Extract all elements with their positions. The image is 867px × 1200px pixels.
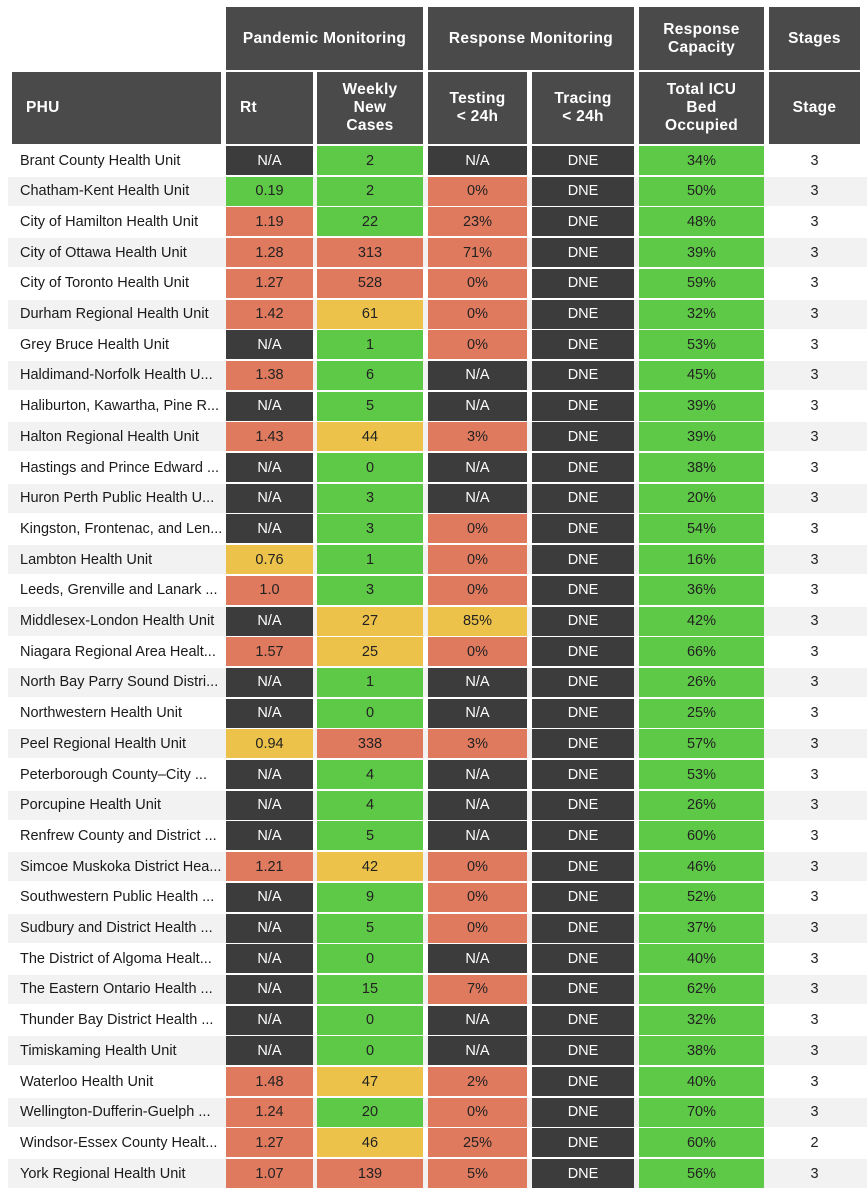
column-header-tracing: Tracing < 24h [532, 72, 634, 144]
weekly-cases-cell: 15 [317, 975, 423, 1004]
stage-cell: 3 [810, 613, 819, 629]
rt-cell: 1.28 [226, 238, 313, 267]
weekly-cases-cell: 0 [317, 1036, 423, 1065]
icu-occupied-cell: 60% [639, 821, 764, 850]
tracing-cell: DNE [532, 422, 634, 451]
icu-occupied-cell: 16% [639, 545, 764, 574]
testing-cell: 3% [428, 422, 527, 451]
tracing-cell: DNE [532, 699, 634, 728]
testing-cell: 5% [428, 1159, 527, 1188]
tracing-cell: DNE [532, 1036, 634, 1065]
rt-cell: N/A [226, 760, 313, 789]
weekly-cases-cell: 6 [317, 361, 423, 390]
icu-occupied-cell: 38% [639, 453, 764, 482]
icu-occupied-cell: 52% [639, 883, 764, 912]
testing-cell: 7% [428, 975, 527, 1004]
stage-cell: 3 [810, 183, 819, 200]
tracing-cell: DNE [532, 760, 634, 789]
table-row [8, 944, 867, 973]
table-row [8, 1036, 867, 1065]
table-row [8, 914, 867, 943]
testing-cell: 0% [428, 545, 527, 574]
weekly-cases-cell: 528 [317, 269, 423, 298]
table-row [8, 392, 867, 421]
weekly-cases-cell: 4 [317, 791, 423, 820]
rt-cell: N/A [226, 1006, 313, 1035]
stage-cell: 3 [810, 705, 819, 722]
header-pandemic-monitoring: Pandemic Monitoring [226, 7, 423, 70]
stage-cell: 3 [810, 674, 819, 691]
table-row [8, 238, 867, 267]
tracing-cell: DNE [532, 791, 634, 820]
rt-cell: 1.24 [226, 1098, 313, 1127]
stage-cell: 3 [810, 1104, 819, 1121]
stage-cell: 3 [810, 459, 819, 476]
icu-occupied-cell: 46% [639, 852, 764, 881]
icu-occupied-cell: 45% [639, 361, 764, 390]
tracing-cell: DNE [532, 361, 634, 390]
weekly-cases-cell: 9 [317, 883, 423, 912]
weekly-cases-cell: 0 [317, 453, 423, 482]
stage-cell: 2 [810, 1134, 819, 1151]
testing-cell: N/A [428, 1036, 527, 1065]
table-row [8, 207, 867, 236]
icu-occupied-cell: 56% [639, 1159, 764, 1188]
phu-name-cell: Durham Regional Health Unit [20, 306, 209, 322]
tracing-cell: DNE [532, 1067, 634, 1096]
tracing-cell: DNE [532, 207, 634, 236]
rt-cell: 1.27 [226, 269, 313, 298]
rt-cell: N/A [226, 944, 313, 973]
rt-cell: 1.48 [226, 1067, 313, 1096]
tracing-cell: DNE [532, 177, 634, 206]
stage-cell: 3 [810, 889, 819, 906]
table-row [8, 1159, 867, 1188]
rt-cell: N/A [226, 607, 313, 636]
phu-name-cell: Middlesex-London Health Unit [20, 613, 215, 629]
header-response-monitoring: Response Monitoring [428, 7, 634, 70]
table-row [8, 607, 867, 636]
table-row [8, 821, 867, 850]
weekly-cases-cell: 1 [317, 545, 423, 574]
testing-cell: 0% [428, 914, 527, 943]
rt-cell: 1.27 [226, 1128, 313, 1157]
icu-occupied-cell: 38% [639, 1036, 764, 1065]
weekly-cases-cell: 1 [317, 330, 423, 359]
tracing-cell: DNE [532, 852, 634, 881]
tracing-cell: DNE [532, 453, 634, 482]
rt-cell: 1.42 [226, 300, 313, 329]
icu-occupied-cell: 57% [639, 729, 764, 758]
testing-cell: N/A [428, 760, 527, 789]
phu-name-cell: City of Toronto Health Unit [20, 275, 189, 292]
table-row [8, 668, 867, 697]
icu-occupied-cell: 59% [639, 269, 764, 298]
table-row [8, 545, 867, 574]
tracing-cell: DNE [532, 146, 634, 175]
tracing-cell: DNE [532, 545, 634, 574]
tracing-cell: DNE [532, 668, 634, 697]
icu-occupied-cell: 40% [639, 1067, 764, 1096]
icu-occupied-cell: 39% [639, 238, 764, 267]
weekly-cases-cell: 0 [317, 1006, 423, 1035]
phu-name-cell: Halton Regional Health Unit [20, 428, 199, 445]
weekly-cases-cell: 1 [317, 668, 423, 697]
rt-cell: 1.43 [226, 422, 313, 451]
weekly-cases-cell: 139 [317, 1159, 423, 1188]
weekly-cases-cell: 22 [317, 207, 423, 236]
table-row [8, 361, 867, 390]
table-row [8, 883, 867, 912]
stage-cell: 3 [810, 520, 819, 537]
table-row [8, 1006, 867, 1035]
icu-occupied-cell: 36% [639, 576, 764, 605]
column-header-testing: Testing < 24h [428, 72, 527, 144]
phu-name-cell: Sudbury and District Health ... [20, 920, 213, 936]
tracing-cell: DNE [532, 944, 634, 973]
phu-name-cell: Peterborough County–City ... [20, 766, 207, 783]
rt-cell: 1.0 [226, 576, 313, 605]
column-header-weekly-new-cases: Weekly New Cases [317, 72, 423, 144]
rt-cell: N/A [226, 883, 313, 912]
testing-cell: N/A [428, 944, 527, 973]
column-header-stage: Stage [769, 72, 860, 144]
stage-cell: 3 [810, 398, 819, 415]
icu-occupied-cell: 50% [639, 177, 764, 206]
table-row [8, 177, 867, 206]
icu-occupied-cell: 48% [639, 207, 764, 236]
phu-name-cell: Wellington-Dufferin-Guelph ... [20, 1104, 211, 1121]
rt-cell: 0.19 [226, 177, 313, 206]
stage-cell: 3 [810, 1165, 819, 1182]
tracing-cell: DNE [532, 975, 634, 1004]
stage-cell: 3 [810, 1042, 819, 1059]
testing-cell: N/A [428, 1006, 527, 1035]
testing-cell: 2% [428, 1067, 527, 1096]
rt-cell: N/A [226, 453, 313, 482]
rt-cell: N/A [226, 914, 313, 943]
phu-name-cell: Peel Regional Health Unit [20, 735, 187, 752]
testing-cell: 0% [428, 514, 527, 543]
stage-cell: 3 [810, 306, 819, 322]
phu-name-cell: Leeds, Grenville and Lanark ... [20, 582, 218, 599]
header-stages: Stages [769, 7, 860, 70]
weekly-cases-cell: 3 [317, 484, 423, 513]
tracing-cell: DNE [532, 484, 634, 513]
testing-cell: N/A [428, 361, 527, 390]
table-row [8, 852, 867, 881]
table-row [8, 269, 867, 298]
tracing-cell: DNE [532, 883, 634, 912]
stage-cell: 3 [810, 244, 819, 261]
icu-occupied-cell: 40% [639, 944, 764, 973]
rt-cell: 0.94 [226, 729, 313, 758]
icu-occupied-cell: 53% [639, 760, 764, 789]
header-response-capacity: Response Capacity [639, 7, 764, 70]
stage-cell: 3 [810, 213, 819, 230]
rt-cell: N/A [226, 330, 313, 359]
phu-name-cell: Windsor-Essex County Healt... [20, 1134, 218, 1151]
column-header-phu: PHU [12, 72, 221, 144]
icu-occupied-cell: 66% [639, 637, 764, 666]
testing-cell: 3% [428, 729, 527, 758]
table-row [8, 453, 867, 482]
weekly-cases-cell: 5 [317, 392, 423, 421]
rt-cell: 1.21 [226, 852, 313, 881]
icu-occupied-cell: 26% [639, 668, 764, 697]
table-row [8, 699, 867, 728]
phu-name-cell: York Regional Health Unit [20, 1165, 186, 1182]
stage-cell: 3 [810, 428, 819, 445]
testing-cell: 0% [428, 637, 527, 666]
weekly-cases-cell: 4 [317, 760, 423, 789]
weekly-cases-cell: 20 [317, 1098, 423, 1127]
phu-name-cell: The Eastern Ontario Health ... [20, 981, 213, 998]
rt-cell: 1.38 [226, 361, 313, 390]
stage-cell: 3 [810, 981, 819, 998]
icu-occupied-cell: 32% [639, 300, 764, 329]
phu-name-cell: Niagara Regional Area Healt... [20, 643, 216, 660]
testing-cell: 25% [428, 1128, 527, 1157]
weekly-cases-cell: 5 [317, 914, 423, 943]
column-header-rt: Rt [226, 72, 313, 144]
tracing-cell: DNE [532, 914, 634, 943]
testing-cell: N/A [428, 146, 527, 175]
stage-cell: 3 [810, 950, 819, 967]
phu-name-cell: Brant County Health Unit [20, 152, 181, 169]
rt-cell: N/A [226, 821, 313, 850]
weekly-cases-cell: 338 [317, 729, 423, 758]
tracing-cell: DNE [532, 300, 634, 329]
tracing-cell: DNE [532, 821, 634, 850]
weekly-cases-cell: 25 [317, 637, 423, 666]
rt-cell: 1.57 [226, 637, 313, 666]
phu-name-cell: Lambton Health Unit [20, 551, 153, 568]
weekly-cases-cell: 47 [317, 1067, 423, 1096]
tracing-cell: DNE [532, 637, 634, 666]
table-row [8, 514, 867, 543]
tracing-cell: DNE [532, 607, 634, 636]
rt-cell: N/A [226, 146, 313, 175]
tracing-cell: DNE [532, 729, 634, 758]
icu-occupied-cell: 25% [639, 699, 764, 728]
stage-cell: 3 [810, 643, 819, 660]
table-row [8, 484, 867, 513]
table-row [8, 637, 867, 666]
icu-occupied-cell: 42% [639, 607, 764, 636]
rt-cell: N/A [226, 668, 313, 697]
phu-name-cell: Huron Perth Public Health U... [20, 490, 215, 507]
testing-cell: N/A [428, 392, 527, 421]
testing-cell: 0% [428, 1098, 527, 1127]
stage-cell: 3 [810, 336, 819, 353]
table-row [8, 729, 867, 758]
rt-cell: 0.76 [226, 545, 313, 574]
column-header-icu-occupied: Total ICU Bed Occupied [639, 72, 764, 144]
phu-name-cell: Southwestern Public Health ... [20, 889, 215, 906]
rt-cell: 1.07 [226, 1159, 313, 1188]
phu-name-cell: North Bay Parry Sound Distri... [20, 674, 219, 691]
phu-name-cell: Porcupine Health Unit [20, 797, 162, 814]
phu-name-cell: Simcoe Muskoka District Hea... [20, 858, 222, 875]
tracing-cell: DNE [532, 1098, 634, 1127]
icu-occupied-cell: 32% [639, 1006, 764, 1035]
tracing-cell: DNE [532, 1006, 634, 1035]
testing-cell: 0% [428, 300, 527, 329]
phu-name-cell: Thunder Bay District Health ... [20, 1012, 214, 1029]
testing-cell: N/A [428, 453, 527, 482]
weekly-cases-cell: 3 [317, 514, 423, 543]
weekly-cases-cell: 2 [317, 146, 423, 175]
stage-cell: 3 [810, 766, 819, 783]
testing-cell: 71% [428, 238, 527, 267]
tracing-cell: DNE [532, 1128, 634, 1157]
weekly-cases-cell: 0 [317, 944, 423, 973]
weekly-cases-cell: 44 [317, 422, 423, 451]
stage-cell: 3 [810, 275, 819, 292]
rt-cell: N/A [226, 392, 313, 421]
testing-cell: 0% [428, 883, 527, 912]
weekly-cases-cell: 27 [317, 607, 423, 636]
weekly-cases-cell: 2 [317, 177, 423, 206]
stage-cell: 3 [810, 858, 819, 875]
phu-name-cell: The District of Algoma Healt... [20, 950, 212, 967]
table-row [8, 975, 867, 1004]
phu-name-cell: Renfrew County and District ... [20, 827, 217, 844]
weekly-cases-cell: 42 [317, 852, 423, 881]
tracing-cell: DNE [532, 269, 634, 298]
weekly-cases-cell: 0 [317, 699, 423, 728]
table-row [8, 1098, 867, 1127]
rt-cell: N/A [226, 975, 313, 1004]
rt-cell: N/A [226, 1036, 313, 1065]
table-row [8, 1067, 867, 1096]
phu-name-cell: Waterloo Health Unit [20, 1073, 154, 1090]
table-row [8, 576, 867, 605]
stage-cell: 3 [810, 735, 819, 752]
stage-cell: 3 [810, 797, 819, 814]
table-row [8, 146, 867, 175]
table-row [8, 330, 867, 359]
weekly-cases-cell: 61 [317, 300, 423, 329]
rt-cell: N/A [226, 514, 313, 543]
stage-cell: 3 [810, 827, 819, 844]
phu-name-cell: Northwestern Health Unit [20, 705, 182, 722]
testing-cell: 0% [428, 177, 527, 206]
stage-cell: 3 [810, 1073, 819, 1090]
testing-cell: 85% [428, 607, 527, 636]
phu-name-cell: City of Ottawa Health Unit [20, 244, 187, 261]
tracing-cell: DNE [532, 330, 634, 359]
testing-cell: 0% [428, 852, 527, 881]
tracing-cell: DNE [532, 1159, 634, 1188]
testing-cell: N/A [428, 699, 527, 728]
icu-occupied-cell: 62% [639, 975, 764, 1004]
table-row [8, 791, 867, 820]
icu-occupied-cell: 37% [639, 914, 764, 943]
stage-cell: 3 [810, 490, 819, 507]
rt-cell: N/A [226, 791, 313, 820]
icu-occupied-cell: 60% [639, 1128, 764, 1157]
table-row [8, 300, 867, 329]
table-row [8, 422, 867, 451]
stage-cell: 3 [810, 152, 819, 169]
testing-cell: 23% [428, 207, 527, 236]
phu-name-cell: Chatham-Kent Health Unit [20, 183, 190, 200]
stage-cell: 3 [810, 1012, 819, 1029]
testing-cell: N/A [428, 484, 527, 513]
icu-occupied-cell: 26% [639, 791, 764, 820]
icu-occupied-cell: 54% [639, 514, 764, 543]
phu-name-cell: Grey Bruce Health Unit [20, 336, 170, 353]
phu-name-cell: Hastings and Prince Edward ... [20, 459, 220, 476]
weekly-cases-cell: 5 [317, 821, 423, 850]
rt-cell: N/A [226, 699, 313, 728]
stage-cell: 3 [810, 551, 819, 568]
phu-name-cell: City of Hamilton Health Unit [20, 213, 199, 230]
icu-occupied-cell: 53% [639, 330, 764, 359]
testing-cell: 0% [428, 576, 527, 605]
phu-name-cell: Kingston, Frontenac, and Len... [20, 520, 223, 537]
rt-cell: 1.19 [226, 207, 313, 236]
icu-occupied-cell: 34% [639, 146, 764, 175]
icu-occupied-cell: 39% [639, 422, 764, 451]
phu-name-cell: Haliburton, Kawartha, Pine R... [20, 398, 220, 415]
weekly-cases-cell: 313 [317, 238, 423, 267]
phu-name-cell: Haldimand-Norfolk Health U... [20, 367, 213, 384]
rt-cell: N/A [226, 484, 313, 513]
tracing-cell: DNE [532, 514, 634, 543]
table-row [8, 1128, 867, 1157]
icu-occupied-cell: 39% [639, 392, 764, 421]
stage-cell: 3 [810, 367, 819, 384]
phu-name-cell: Timiskaming Health Unit [20, 1042, 177, 1059]
tracing-cell: DNE [532, 576, 634, 605]
table-row [8, 760, 867, 789]
weekly-cases-cell: 46 [317, 1128, 423, 1157]
testing-cell: N/A [428, 821, 527, 850]
icu-occupied-cell: 20% [639, 484, 764, 513]
testing-cell: 0% [428, 330, 527, 359]
icu-occupied-cell: 70% [639, 1098, 764, 1127]
testing-cell: 0% [428, 269, 527, 298]
weekly-cases-cell: 3 [317, 576, 423, 605]
tracing-cell: DNE [532, 392, 634, 421]
tracing-cell: DNE [532, 238, 634, 267]
stage-cell: 3 [810, 920, 819, 936]
testing-cell: N/A [428, 791, 527, 820]
testing-cell: N/A [428, 668, 527, 697]
stage-cell: 3 [810, 582, 819, 599]
